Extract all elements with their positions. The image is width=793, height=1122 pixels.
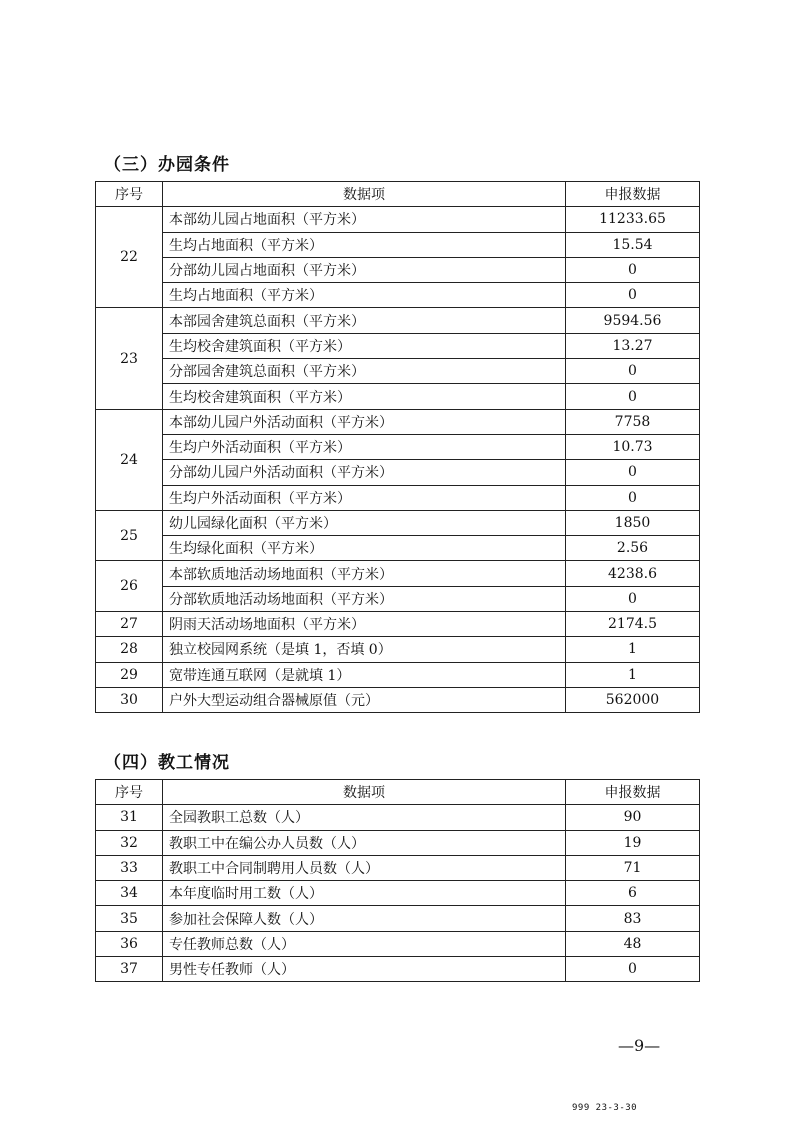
row-item: 分部软质地活动场地面积（平方米） (163, 586, 566, 611)
table-header-row (96, 182, 700, 207)
row-value: 83 (566, 906, 700, 931)
row-number: 29 (96, 662, 163, 687)
row-number: 22 (96, 207, 163, 308)
row-item: 独立校园网系统（是填 1，否填 0） (163, 637, 566, 662)
row-value: 71 (566, 855, 700, 880)
row-item: 教职工中合同制聘用人员数（人） (163, 855, 566, 880)
table-row (96, 283, 700, 308)
row-item: 全园教职工总数（人） (163, 805, 566, 830)
row-item: 本部园舍建筑总面积（平方米） (163, 308, 566, 333)
row-item: 幼儿园绿化面积（平方米） (163, 510, 566, 535)
table-row (96, 485, 700, 510)
row-value: 15.54 (566, 232, 700, 257)
row-value: 90 (566, 805, 700, 830)
row-number: 23 (96, 308, 163, 409)
header-item: 数据项 (163, 780, 566, 805)
facilities-table (95, 181, 700, 713)
row-value: 0 (566, 460, 700, 485)
staff-table (95, 779, 700, 982)
row-item: 生均校舍建筑面积（平方米） (163, 384, 566, 409)
row-value: 0 (566, 957, 700, 982)
row-item: 分部园舍建筑总面积（平方米） (163, 359, 566, 384)
row-number: 34 (96, 881, 163, 906)
header-value: 申报数据 (566, 780, 700, 805)
row-number: 25 (96, 510, 163, 561)
row-number: 33 (96, 855, 163, 880)
row-number: 37 (96, 957, 163, 982)
row-value: 0 (566, 359, 700, 384)
row-value: 1 (566, 637, 700, 662)
section-title-facilities: （三）办园条件 (104, 155, 230, 175)
table-header-row (96, 780, 700, 805)
row-value: 2174.5 (566, 612, 700, 637)
row-item: 本年度临时用工数（人） (163, 881, 566, 906)
table-row (96, 460, 700, 485)
table-row (96, 359, 700, 384)
row-item: 生均绿化面积（平方米） (163, 536, 566, 561)
row-item: 生均户外活动面积（平方米） (163, 485, 566, 510)
row-item: 教职工中在编公办人员数（人） (163, 830, 566, 855)
row-item: 本部软质地活动场地面积（平方米） (163, 561, 566, 586)
row-number: 27 (96, 612, 163, 637)
row-item: 阴雨天活动场地面积（平方米） (163, 612, 566, 637)
table-row (96, 931, 700, 956)
header-item: 数据项 (163, 182, 566, 207)
table-row (96, 232, 700, 257)
table-row (96, 257, 700, 282)
table-row (96, 536, 700, 561)
row-item: 本部幼儿园占地面积（平方米） (163, 207, 566, 232)
row-item: 生均占地面积（平方米） (163, 232, 566, 257)
row-value: 0 (566, 384, 700, 409)
row-item: 生均校舍建筑面积（平方米） (163, 333, 566, 358)
row-item: 本部幼儿园户外活动面积（平方米） (163, 409, 566, 434)
row-item: 参加社会保障人数（人） (163, 906, 566, 931)
row-item: 男性专任教师（人） (163, 957, 566, 982)
table-row (96, 612, 700, 637)
table-row (96, 384, 700, 409)
row-number: 32 (96, 830, 163, 855)
row-value: 562000 (566, 687, 700, 712)
row-value: 0 (566, 283, 700, 308)
row-value: 0 (566, 485, 700, 510)
section-title-staff: （四）教工情况 (104, 753, 230, 773)
row-number: 24 (96, 409, 163, 510)
row-number: 36 (96, 931, 163, 956)
print-stamp: 999 23-3-30 (572, 1103, 638, 1113)
row-value: 0 (566, 586, 700, 611)
table-row (96, 434, 700, 459)
row-item: 生均户外活动面积（平方米） (163, 434, 566, 459)
page-number: —9— (618, 1036, 661, 1055)
table-row (96, 957, 700, 982)
table-row (96, 855, 700, 880)
row-value: 6 (566, 881, 700, 906)
row-number: 35 (96, 906, 163, 931)
row-number: 28 (96, 637, 163, 662)
table-row (96, 308, 700, 333)
table-row (96, 881, 700, 906)
table-row (96, 333, 700, 358)
header-value: 申报数据 (566, 182, 700, 207)
row-item: 宽带连通互联网（是就填 1） (163, 662, 566, 687)
row-item: 分部幼儿园占地面积（平方米） (163, 257, 566, 282)
row-item: 生均占地面积（平方米） (163, 283, 566, 308)
table-row (96, 662, 700, 687)
row-value: 1 (566, 662, 700, 687)
row-item: 分部幼儿园户外活动面积（平方米） (163, 460, 566, 485)
row-value: 1850 (566, 510, 700, 535)
row-value: 10.73 (566, 434, 700, 459)
row-value: 7758 (566, 409, 700, 434)
row-value: 4238.6 (566, 561, 700, 586)
row-value: 2.56 (566, 536, 700, 561)
table-row (96, 409, 700, 434)
row-item: 专任教师总数（人） (163, 931, 566, 956)
table-row (96, 207, 700, 232)
row-value: 11233.65 (566, 207, 700, 232)
table-row (96, 805, 700, 830)
table-row (96, 561, 700, 586)
table-row (96, 906, 700, 931)
row-number: 31 (96, 805, 163, 830)
row-item: 户外大型运动组合器械原值（元） (163, 687, 566, 712)
table-row (96, 637, 700, 662)
row-number: 26 (96, 561, 163, 612)
table-row (96, 687, 700, 712)
row-value: 9594.56 (566, 308, 700, 333)
row-number: 30 (96, 687, 163, 712)
header-no: 序号 (96, 780, 163, 805)
row-value: 13.27 (566, 333, 700, 358)
table-row (96, 586, 700, 611)
row-value: 0 (566, 257, 700, 282)
row-value: 19 (566, 830, 700, 855)
header-no: 序号 (96, 182, 163, 207)
row-value: 48 (566, 931, 700, 956)
table-row (96, 830, 700, 855)
table-row (96, 510, 700, 535)
